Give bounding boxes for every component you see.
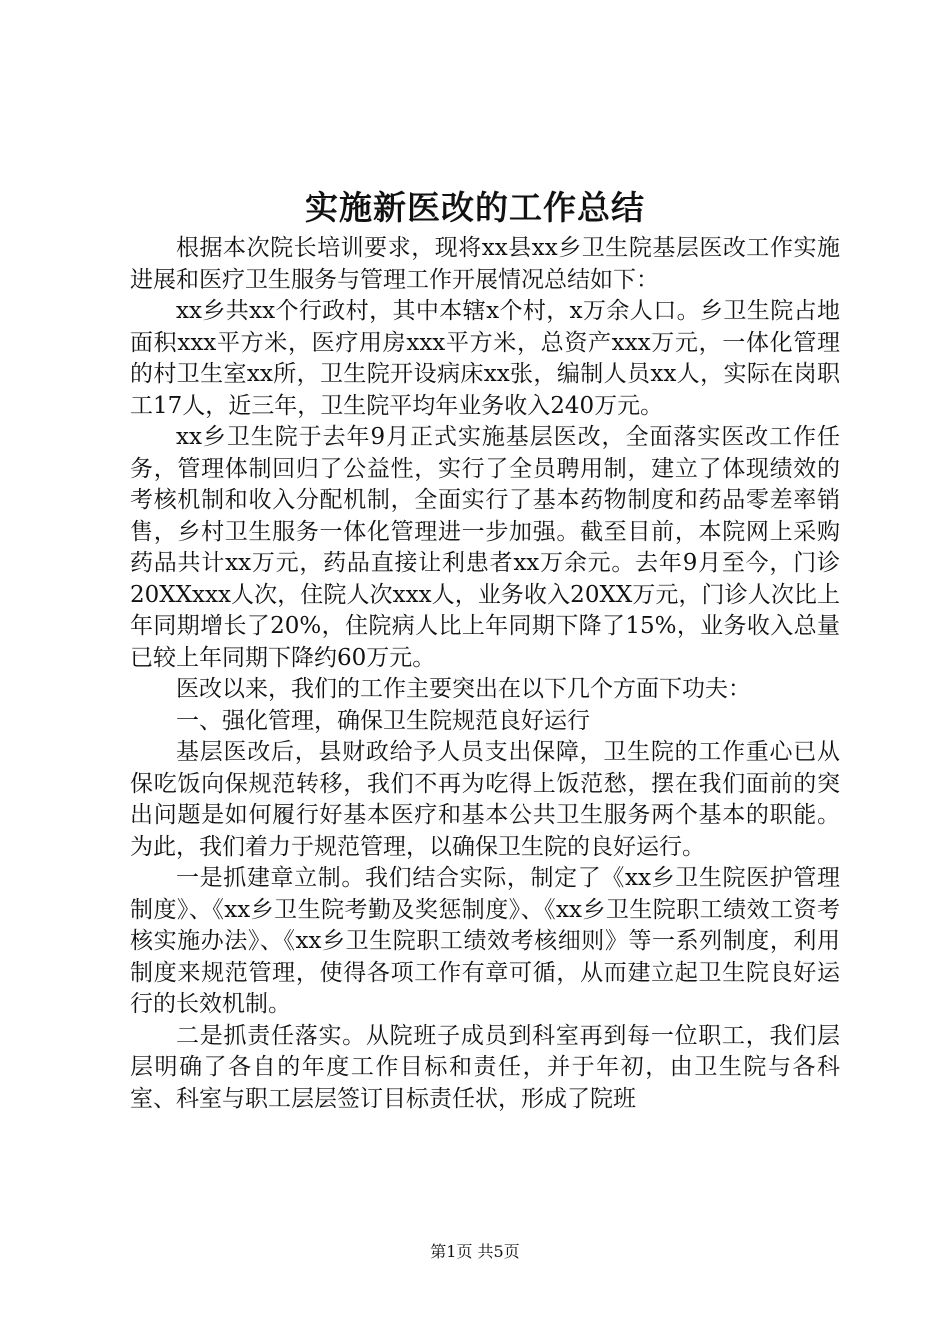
document-body — [130, 233, 840, 1115]
paragraph: xx乡共xx个行政村，其中本辖x个村，x万余人口。乡卫生院占地面积xxx平方米，医疗用房xxx平方米，总资产xxx万元，一体化管理的村卫生室xx所，卫生院开设病床xx张，编制人员xx人，实际在岗职工17人，近三年，卫生院平均年业务收入240万元。 — [130, 298, 840, 419]
paragraph: 基层医改后，县财政给予人员支出保障，卫生院的工作重心已从保吃饭向保规范转移，我们不再为吃得上饭范愁，摆在我们面前的突出问题是如何履行好基本医疗和基本公共卫生服务两个基本的职能。为此，我们着力于规范管理，以确保卫生院的良好运行。 — [130, 739, 840, 860]
paragraph: 医改以来，我们的工作主要突出在以下几个方面下功夫： — [176, 676, 751, 702]
section-heading: 一、强化管理，确保卫生院规范良好运行 — [176, 707, 590, 734]
page-footer: 第1页 共5页 — [430, 1242, 520, 1261]
paragraph: 二是抓责任落实。从院班子成员到科室再到每一位职工，我们层层明确了各自的年度工作目标和责任，并于年初，由卫生院与各科室、科室与职工层层签订目标责任状，形成了院班 — [130, 1022, 840, 1112]
paragraph: 一是抓建章立制。我们结合实际，制定了《xx乡卫生院医护管理制度》、《xx乡卫生院考勤及奖惩制度》、《xx乡卫生院职工绩效工资考核实施办法》、《xx乡卫生院职工绩效考核细则》等一系列制度，利用制度来规范管理，使得各项工作有章可循，从而建立起卫生院良好运行的长效机制。 — [130, 865, 840, 1017]
document-title: 实施新医改的工作总结 — [305, 188, 645, 227]
paragraph: xx乡卫生院于去年9月正式实施基层医改，全面落实医改工作任务，管理体制回归了公益性，实行了全员聘用制，建立了体现绩效的考核机制和收入分配机制，全面实行了基本药物制度和药品零差率销售，乡村卫生服务一体化管理进一步加强。截至目前，本院网上采购药品共计xx万元，药品直接让利患者xx万余元。去年9月至今，门诊20XXxxx人次，住院人次xxx人，业务收入20XX万元，门诊人次比上年同期增长了20%，住院病人比上年同期下降了15%，业务收入总量已较上年同期下降约60万元。 — [130, 424, 840, 671]
paragraph: 根据本次院长培训要求，现将xx县xx乡卫生院基层医改工作实施进展和医疗卫生服务与管理工作开展情况总结如下： — [130, 235, 840, 293]
